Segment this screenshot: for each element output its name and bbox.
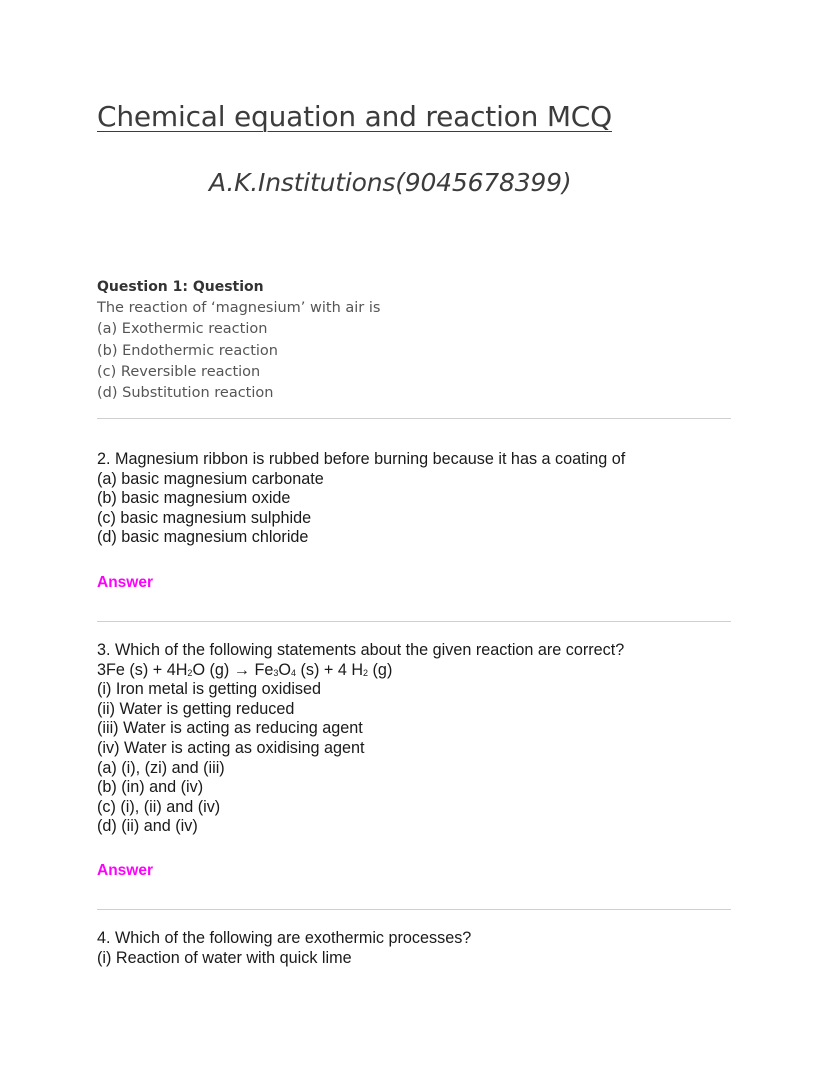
question-1-text: The reaction of ‘magnesium’ with air is [97, 300, 381, 317]
question-2-option: (b) basic magnesium oxide [97, 489, 291, 508]
answer-link-q2[interactable]: Answer [97, 574, 153, 591]
equation-part: (g) [368, 660, 393, 679]
question-4-text: 4. Which of the following are exothermic processes? [97, 929, 472, 947]
question-1 [97, 277, 380, 404]
page-subtitle: A.K.Institutions(9045678399) [209, 168, 572, 197]
question-3-option: (b) (in) and (iv) [97, 778, 204, 797]
equation-part: O [278, 660, 291, 679]
question-3-option: (d) (ii) and (iv) [97, 817, 198, 836]
section-divider [97, 909, 731, 910]
question-3-option: (c) (i), (ii) and (iv) [97, 797, 221, 816]
question-1-option: (b) Endothermic reaction [97, 342, 278, 359]
section-divider [97, 621, 731, 622]
answer-link-q3[interactable]: Answer [97, 862, 153, 879]
question-3-option: (a) (i), (zi) and (iii) [97, 758, 225, 777]
question-4 [97, 929, 471, 968]
page-title: Chemical equation and reaction MCQ [97, 100, 612, 133]
question-2-option: (a) basic magnesium carbonate [97, 469, 324, 488]
question-2 [97, 450, 625, 548]
equation-part: O (g) → Fe [192, 660, 274, 679]
equation-subscript: 2 [187, 667, 193, 678]
question-3-statement: (iii) Water is acting as reducing agent [97, 719, 363, 738]
question-1-option: (c) Reversible reaction [97, 363, 261, 380]
reaction-equation [97, 661, 624, 681]
question-2-option: (d) basic magnesium chloride [97, 528, 309, 547]
question-2-text: 2. Magnesium ribbon is rubbed before burning because it has a coating of [97, 450, 626, 468]
question-3-statement: (i) Iron metal is getting oxidised [97, 680, 322, 699]
question-2-option: (c) basic magnesium sulphide [97, 508, 312, 527]
section-divider [97, 418, 731, 419]
question-3-statement: (ii) Water is getting reduced [97, 699, 295, 718]
question-1-option: (d) Substitution reaction [97, 385, 274, 402]
question-1-option: (a) Exothermic reaction [97, 321, 268, 338]
question-3 [97, 641, 624, 837]
question-4-statement: (i) Reaction of water with quick lime [97, 948, 352, 967]
equation-subscript: 4 [291, 667, 297, 678]
equation-part: (s) + 4 H [296, 660, 364, 679]
question-3-statement: (iv) Water is acting as oxidising agent [97, 738, 365, 757]
equation-subscript: 3 [273, 667, 279, 678]
question-1-heading: Question 1: Question [97, 279, 264, 295]
question-3-text: 3. Which of the following statements about the given reaction are correct? [97, 641, 625, 659]
equation-part: 3Fe (s) + 4H [97, 660, 188, 679]
equation-subscript: 2 [363, 667, 369, 678]
